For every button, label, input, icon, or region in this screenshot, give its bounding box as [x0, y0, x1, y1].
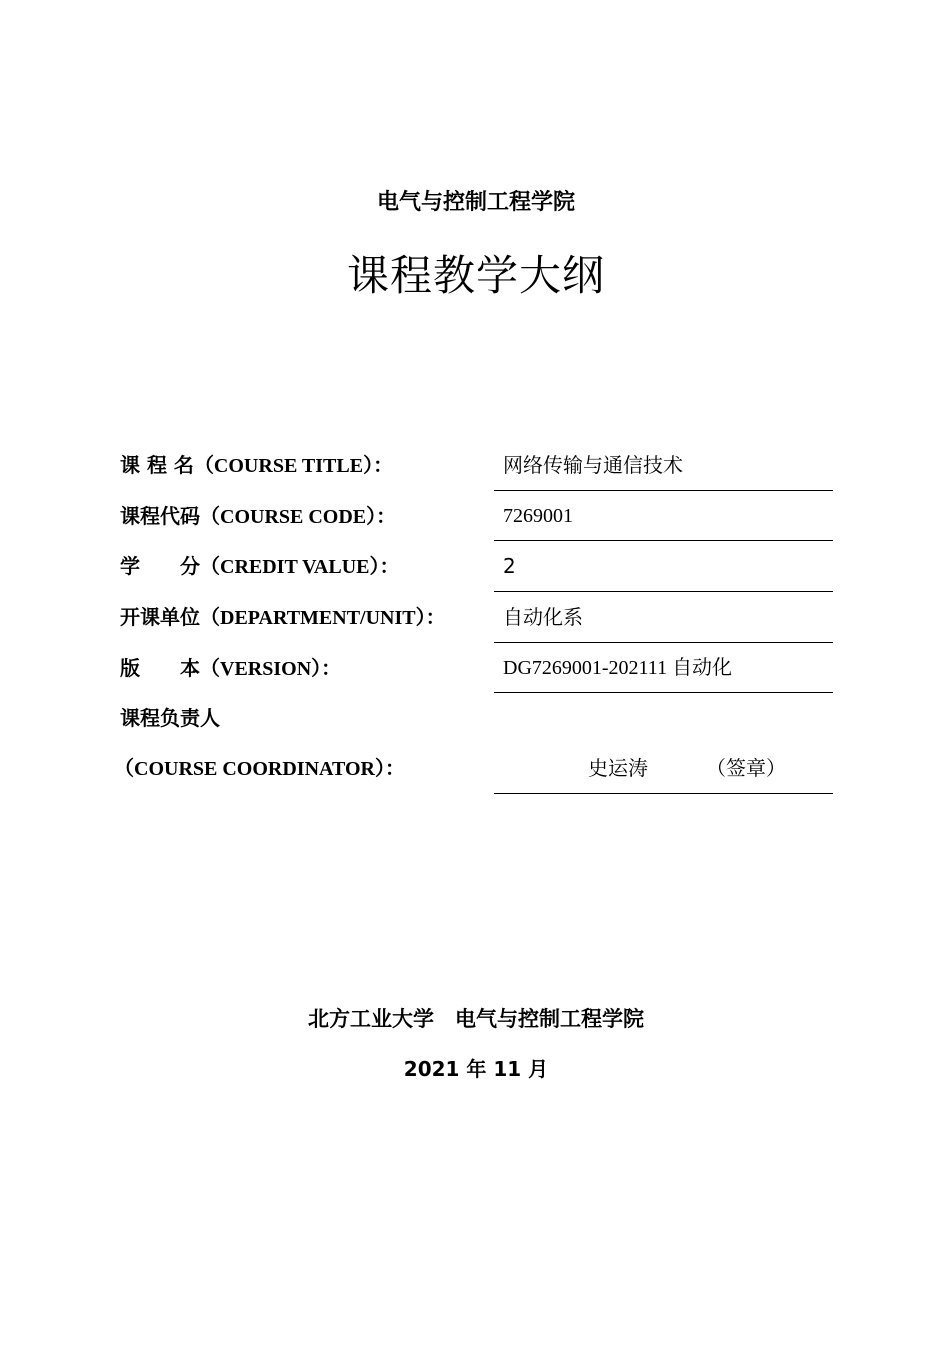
footer-organization: 北方工业大学 电气与控制工程学院: [308, 1007, 644, 1031]
course-code-value: 7269001: [503, 505, 573, 527]
version-value: DG7269001-202111 自动化: [503, 657, 733, 679]
course-title-value: 网络传输与通信技术: [503, 453, 683, 477]
credit-value-value: 2: [503, 554, 516, 578]
credit-value-label: [120, 551, 400, 582]
coordinator-label-cn: 课程负责人: [120, 706, 220, 730]
version-label-cn: 版 本: [120, 656, 200, 680]
coordinator-underline: [494, 793, 833, 794]
version-underline: [494, 692, 833, 693]
school-name: 电气与控制工程学院: [376, 190, 575, 215]
course-title-label: [120, 450, 393, 481]
department-label-cn: 开课单位: [120, 605, 200, 629]
department-value: 自动化系: [503, 605, 583, 629]
department-label-en: （DEPARTMENT/UNIT）：: [200, 607, 446, 629]
department-underline: [494, 642, 833, 643]
footer-date: 2021 年 11 月: [403, 1057, 549, 1081]
version-label: [120, 653, 341, 684]
credit-value-underline: [494, 591, 833, 592]
course-title-label-cn: 课 程 名: [120, 453, 194, 477]
course-code-label-en: （COURSE CODE）：: [200, 506, 397, 528]
coordinator-name: 史运涛: [588, 756, 648, 780]
course-code-label-cn: 课程代码: [120, 504, 200, 528]
coordinator-label-en-text: （COURSE COORDINATOR）：: [114, 758, 405, 780]
course-title-label-en: （COURSE TITLE）：: [193, 455, 394, 477]
coordinator-label-en: [114, 753, 405, 784]
department-label: [120, 602, 446, 633]
document-title: 课程教学大纲: [346, 251, 605, 300]
course-code-label: [120, 501, 396, 532]
credit-value-label-en: （CREDIT VALUE）：: [200, 556, 400, 578]
version-label-en: （VERSION）：: [200, 658, 342, 680]
course-title-underline: [494, 490, 833, 491]
coordinator-seal: （签章）: [706, 756, 786, 780]
course-code-underline: [494, 540, 833, 541]
credit-value-label-cn: 学 分: [120, 554, 200, 578]
